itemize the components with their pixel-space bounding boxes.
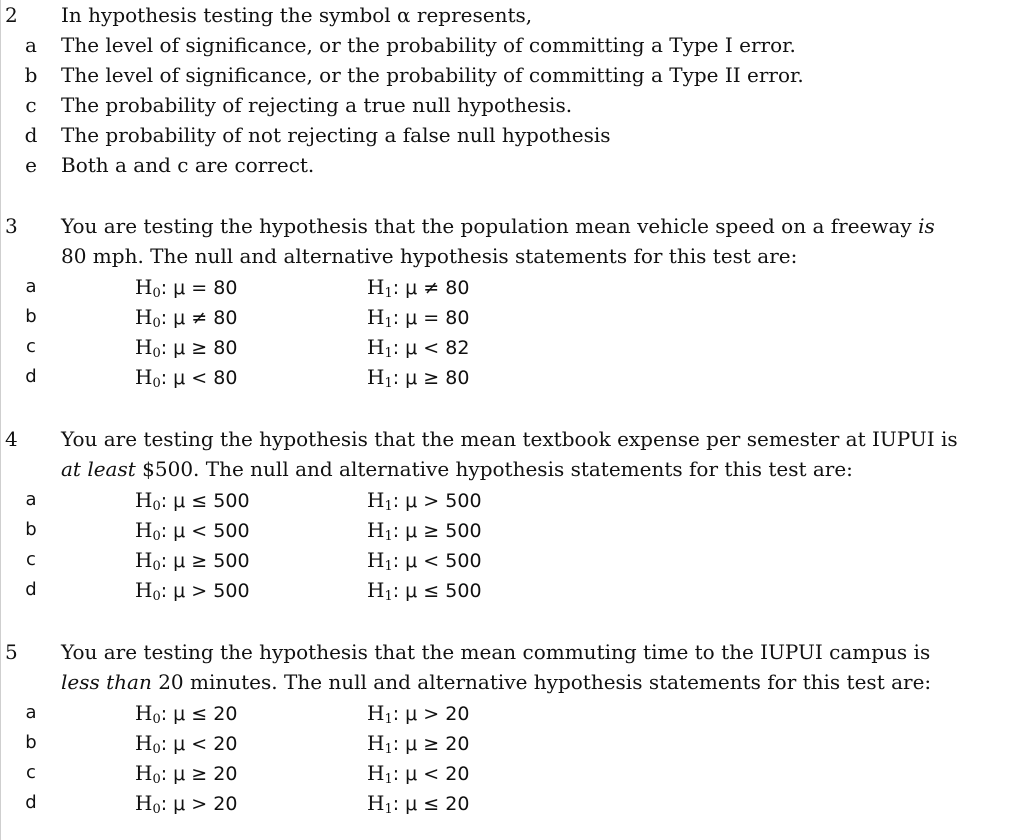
alternative-hypothesis: $H_1$: μ = 80 <box>367 305 470 331</box>
option-letter: a <box>25 489 37 510</box>
null-hypothesis: $H_0$: μ ≥ 500 <box>135 548 250 574</box>
option-letter: b <box>25 519 37 540</box>
alternative-hypothesis: $H_1$: μ ≤ 500 <box>367 578 482 604</box>
option-a <box>1 30 1001 60</box>
question-text-part: $500. The null and alternative hypothesis statements for this test are: <box>135 457 853 481</box>
null-hypothesis: $H_0$: μ ≥ 20 <box>135 761 238 787</box>
option-d <box>1 120 1001 150</box>
question-number: 3 <box>5 214 18 238</box>
option-a <box>1 272 1001 302</box>
null-hypothesis: $H_0$: μ ≤ 20 <box>135 701 238 727</box>
option-letter: b <box>25 732 37 753</box>
alternative-hypothesis: $H_1$: μ ≠ 80 <box>367 275 470 301</box>
option-letter: c <box>26 549 36 570</box>
option-d <box>1 362 1001 392</box>
option-b <box>1 515 1001 545</box>
question-text-part: 80 mph. The null and alternative hypothesis statements for this test are: <box>61 244 798 268</box>
option-letter: b <box>24 63 38 87</box>
alternative-hypothesis: $H_1$: μ > 20 <box>367 701 470 727</box>
option-letter: b <box>25 306 37 327</box>
option-text: The level of significance, or the probability of committing a Type I error. <box>61 33 796 57</box>
alternative-hypothesis: $H_1$: μ ≥ 500 <box>367 518 482 544</box>
question-number: 4 <box>5 427 18 451</box>
option-letter: d <box>25 579 37 600</box>
null-hypothesis: $H_0$: μ ≥ 80 <box>135 335 238 361</box>
question-text-part: You are testing the hypothesis that the mean commuting time to the IUPUI campus is <box>61 640 931 664</box>
null-hypothesis: $H_0$: μ ≤ 500 <box>135 488 250 514</box>
null-hypothesis: $H_0$: μ ≠ 80 <box>135 305 238 331</box>
option-letter: a <box>25 33 37 57</box>
alternative-hypothesis: $H_1$: μ < 20 <box>367 761 470 787</box>
option-text: Both a and c are correct. <box>61 153 315 177</box>
option-c <box>1 758 1001 788</box>
option-letter: e <box>25 153 37 177</box>
option-c <box>1 545 1001 575</box>
alternative-hypothesis: $H_1$: μ < 82 <box>367 335 470 361</box>
option-b <box>1 728 1001 758</box>
question-text: In hypothesis testing the symbol α represents, <box>61 3 533 27</box>
option-b <box>1 302 1001 332</box>
question-text-part: You are testing the hypothesis that the population mean vehicle speed on a freeway <box>61 214 919 238</box>
option-text: The level of significance, or the probability of committing a Type II error. <box>61 63 804 87</box>
option-text: The probability of rejecting a true null hypothesis. <box>61 93 573 117</box>
question-text-emphasis: at least <box>61 457 136 481</box>
null-hypothesis: $H_0$: μ > 500 <box>135 578 250 604</box>
alternative-hypothesis: $H_1$: μ ≥ 20 <box>367 731 470 757</box>
alternative-hypothesis: $H_1$: μ ≥ 80 <box>367 365 470 391</box>
null-hypothesis: $H_0$: μ < 80 <box>135 365 238 391</box>
option-a <box>1 485 1001 515</box>
option-e <box>1 150 1001 180</box>
null-hypothesis: $H_0$: μ < 500 <box>135 518 250 544</box>
question-text-emphasis: is <box>918 214 935 238</box>
option-a <box>1 698 1001 728</box>
option-c <box>1 332 1001 362</box>
question-text <box>61 424 961 484</box>
option-b <box>1 60 1001 90</box>
option-letter: d <box>25 792 37 813</box>
option-letter: c <box>25 93 37 117</box>
question-number: 5 <box>5 640 18 664</box>
option-letter: d <box>24 123 38 147</box>
alternative-hypothesis: $H_1$: μ > 500 <box>367 488 482 514</box>
option-letter: d <box>25 366 37 387</box>
alternative-hypothesis: $H_1$: μ ≤ 20 <box>367 791 470 817</box>
option-letter: c <box>26 336 36 357</box>
option-d <box>1 575 1001 605</box>
question-text <box>61 211 961 271</box>
question-text-part: 20 minutes. The null and alternative hypothesis statements for this test are: <box>151 670 932 694</box>
question-number: 2 <box>5 3 18 27</box>
option-d <box>1 788 1001 818</box>
null-hypothesis: $H_0$: μ > 20 <box>135 791 238 817</box>
alternative-hypothesis: $H_1$: μ < 500 <box>367 548 482 574</box>
option-text: The probability of not rejecting a false null hypothesis <box>61 123 611 147</box>
question-text <box>61 637 961 697</box>
null-hypothesis: $H_0$: μ = 80 <box>135 275 238 301</box>
null-hypothesis: $H_0$: μ < 20 <box>135 731 238 757</box>
option-letter: c <box>26 762 36 783</box>
option-letter: a <box>25 276 37 297</box>
option-c <box>1 90 1001 120</box>
option-letter: a <box>25 702 37 723</box>
question-text-part: You are testing the hypothesis that the mean textbook expense per semester at IUPUI is <box>61 427 958 451</box>
question-text-emphasis: less than <box>61 670 152 694</box>
